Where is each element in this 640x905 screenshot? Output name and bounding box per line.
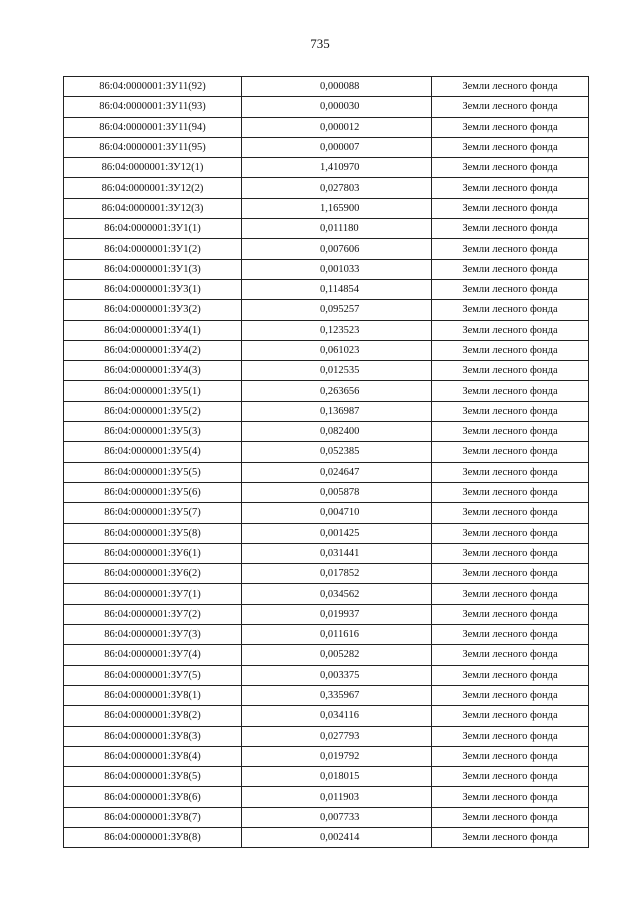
land-plots-table-body [64,77,589,848]
area-cell: 0,034116 [242,706,432,726]
table-row [64,604,589,624]
table-row [64,523,589,543]
table-row [64,746,589,766]
land-category-cell: Земли лесного фонда [432,523,589,543]
area-cell: 0,011180 [242,219,432,239]
area-cell: 0,007606 [242,239,432,259]
land-category-cell: Земли лесного фонда [432,77,589,97]
land-category-cell: Земли лесного фонда [432,787,589,807]
cadastral-number-cell: 86:04:0000001:ЗУ5(6) [64,482,242,502]
land-category-cell: Земли лесного фонда [432,827,589,847]
cadastral-number-cell: 86:04:0000001:ЗУ1(3) [64,259,242,279]
cadastral-number-cell: 86:04:0000001:ЗУ8(2) [64,706,242,726]
cadastral-number-cell: 86:04:0000001:ЗУ7(2) [64,604,242,624]
land-category-cell: Земли лесного фонда [432,726,589,746]
area-cell: 1,410970 [242,158,432,178]
table-row [64,625,589,645]
table-row [64,137,589,157]
land-category-cell: Земли лесного фонда [432,685,589,705]
table-row [64,665,589,685]
cadastral-number-cell: 86:04:0000001:ЗУ11(95) [64,137,242,157]
area-cell: 0,136987 [242,401,432,421]
table-row [64,279,589,299]
area-cell: 0,000007 [242,137,432,157]
table-row [64,767,589,787]
cadastral-number-cell: 86:04:0000001:ЗУ11(93) [64,97,242,117]
land-category-cell: Земли лесного фонда [432,219,589,239]
area-cell: 0,123523 [242,320,432,340]
land-category-cell: Земли лесного фонда [432,401,589,421]
cadastral-number-cell: 86:04:0000001:ЗУ5(7) [64,503,242,523]
cadastral-number-cell: 86:04:0000001:ЗУ6(2) [64,564,242,584]
cadastral-number-cell: 86:04:0000001:ЗУ4(2) [64,340,242,360]
land-category-cell: Земли лесного фонда [432,625,589,645]
area-cell: 0,034562 [242,584,432,604]
table-row [64,726,589,746]
cadastral-number-cell: 86:04:0000001:ЗУ5(1) [64,381,242,401]
area-cell: 0,011616 [242,625,432,645]
land-category-cell: Земли лесного фонда [432,706,589,726]
table-row [64,219,589,239]
table-row [64,178,589,198]
area-cell: 0,095257 [242,300,432,320]
table-row [64,827,589,847]
land-category-cell: Земли лесного фонда [432,279,589,299]
land-plots-table [63,76,589,848]
table-row [64,381,589,401]
area-cell: 0,335967 [242,685,432,705]
area-cell: 0,027803 [242,178,432,198]
cadastral-number-cell: 86:04:0000001:ЗУ11(92) [64,77,242,97]
cadastral-number-cell: 86:04:0000001:ЗУ8(4) [64,746,242,766]
land-category-cell: Земли лесного фонда [432,746,589,766]
cadastral-number-cell: 86:04:0000001:ЗУ11(94) [64,117,242,137]
land-category-cell: Земли лесного фонда [432,97,589,117]
area-cell: 0,001425 [242,523,432,543]
area-cell: 0,000030 [242,97,432,117]
table-row [64,401,589,421]
cadastral-number-cell: 86:04:0000001:ЗУ1(2) [64,239,242,259]
area-cell: 0,017852 [242,564,432,584]
area-cell: 0,005878 [242,482,432,502]
land-category-cell: Земли лесного фонда [432,665,589,685]
cadastral-number-cell: 86:04:0000001:ЗУ1(1) [64,219,242,239]
land-category-cell: Земли лесного фонда [432,259,589,279]
cadastral-number-cell: 86:04:0000001:ЗУ6(1) [64,543,242,563]
area-cell: 0,005282 [242,645,432,665]
cadastral-number-cell: 86:04:0000001:ЗУ5(5) [64,462,242,482]
table-row [64,442,589,462]
table-row [64,77,589,97]
land-category-cell: Земли лесного фонда [432,767,589,787]
land-category-cell: Земли лесного фонда [432,239,589,259]
table-row [64,300,589,320]
table-row [64,259,589,279]
area-cell: 1,165900 [242,198,432,218]
cadastral-number-cell: 86:04:0000001:ЗУ4(1) [64,320,242,340]
area-cell: 0,263656 [242,381,432,401]
cadastral-number-cell: 86:04:0000001:ЗУ7(5) [64,665,242,685]
table-row [64,685,589,705]
area-cell: 0,000012 [242,117,432,137]
table-row [64,807,589,827]
area-cell: 0,027793 [242,726,432,746]
cadastral-number-cell: 86:04:0000001:ЗУ8(5) [64,767,242,787]
land-category-cell: Земли лесного фонда [432,340,589,360]
table-row [64,158,589,178]
cadastral-number-cell: 86:04:0000001:ЗУ8(1) [64,685,242,705]
land-category-cell: Земли лесного фонда [432,137,589,157]
table-row [64,361,589,381]
table-row [64,239,589,259]
area-cell: 0,004710 [242,503,432,523]
cadastral-number-cell: 86:04:0000001:ЗУ7(1) [64,584,242,604]
table-row [64,787,589,807]
area-cell: 0,061023 [242,340,432,360]
area-cell: 0,052385 [242,442,432,462]
land-category-cell: Земли лесного фонда [432,158,589,178]
area-cell: 0,003375 [242,665,432,685]
cadastral-number-cell: 86:04:0000001:ЗУ8(3) [64,726,242,746]
cadastral-number-cell: 86:04:0000001:ЗУ7(4) [64,645,242,665]
cadastral-number-cell: 86:04:0000001:ЗУ5(4) [64,442,242,462]
table-row [64,198,589,218]
area-cell: 0,011903 [242,787,432,807]
table-row [64,462,589,482]
land-category-cell: Земли лесного фонда [432,422,589,442]
table-row [64,564,589,584]
area-cell: 0,000088 [242,77,432,97]
land-category-cell: Земли лесного фонда [432,564,589,584]
table-row [64,503,589,523]
table-row [64,482,589,502]
land-category-cell: Земли лесного фонда [432,645,589,665]
cadastral-number-cell: 86:04:0000001:ЗУ5(3) [64,422,242,442]
area-cell: 0,002414 [242,827,432,847]
cadastral-number-cell: 86:04:0000001:ЗУ12(3) [64,198,242,218]
area-cell: 0,019937 [242,604,432,624]
area-cell: 0,082400 [242,422,432,442]
table-row [64,320,589,340]
cadastral-number-cell: 86:04:0000001:ЗУ7(3) [64,625,242,645]
cadastral-number-cell: 86:04:0000001:ЗУ12(2) [64,178,242,198]
land-category-cell: Земли лесного фонда [432,807,589,827]
cadastral-number-cell: 86:04:0000001:ЗУ8(6) [64,787,242,807]
area-cell: 0,012535 [242,361,432,381]
land-category-cell: Земли лесного фонда [432,584,589,604]
page-number: 735 [310,36,330,51]
area-cell: 0,007733 [242,807,432,827]
cadastral-number-cell: 86:04:0000001:ЗУ3(1) [64,279,242,299]
table-row [64,645,589,665]
cadastral-number-cell: 86:04:0000001:ЗУ3(2) [64,300,242,320]
land-category-cell: Земли лесного фонда [432,178,589,198]
land-category-cell: Земли лесного фонда [432,320,589,340]
table-row [64,117,589,137]
land-category-cell: Земли лесного фонда [432,442,589,462]
area-cell: 0,024647 [242,462,432,482]
cadastral-number-cell: 86:04:0000001:ЗУ4(3) [64,361,242,381]
table-row [64,584,589,604]
land-category-cell: Земли лесного фонда [432,300,589,320]
cadastral-number-cell: 86:04:0000001:ЗУ12(1) [64,158,242,178]
area-cell: 0,019792 [242,746,432,766]
cadastral-number-cell: 86:04:0000001:ЗУ5(2) [64,401,242,421]
table-row [64,706,589,726]
cadastral-number-cell: 86:04:0000001:ЗУ5(8) [64,523,242,543]
table-row [64,422,589,442]
land-category-cell: Земли лесного фонда [432,361,589,381]
table-row [64,543,589,563]
land-category-cell: Земли лесного фонда [432,482,589,502]
area-cell: 0,018015 [242,767,432,787]
land-category-cell: Земли лесного фонда [432,198,589,218]
cadastral-number-cell: 86:04:0000001:ЗУ8(7) [64,807,242,827]
land-category-cell: Земли лесного фонда [432,604,589,624]
land-category-cell: Земли лесного фонда [432,462,589,482]
cadastral-number-cell: 86:04:0000001:ЗУ8(8) [64,827,242,847]
area-cell: 0,001033 [242,259,432,279]
table-row [64,340,589,360]
land-category-cell: Земли лесного фонда [432,503,589,523]
table-row [64,97,589,117]
land-category-cell: Земли лесного фонда [432,381,589,401]
area-cell: 0,031441 [242,543,432,563]
area-cell: 0,114854 [242,279,432,299]
land-category-cell: Земли лесного фонда [432,543,589,563]
land-category-cell: Земли лесного фонда [432,117,589,137]
